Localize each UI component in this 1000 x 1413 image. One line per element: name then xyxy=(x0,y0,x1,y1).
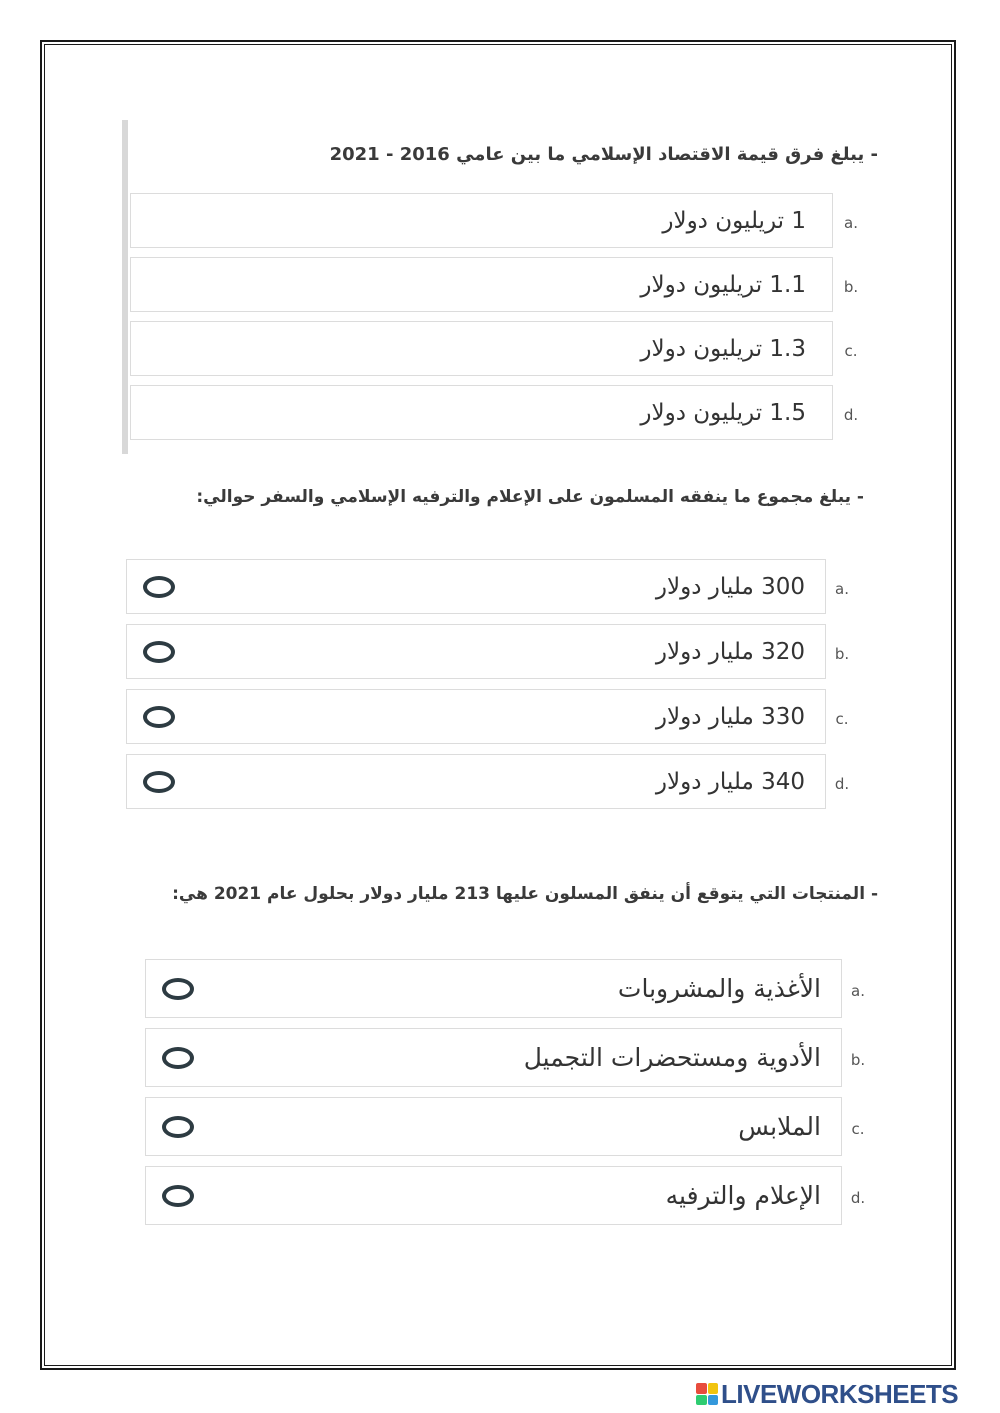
option-label: 1.1 تريليون دولار xyxy=(640,271,806,298)
option-label: الإعلام والترفيه xyxy=(665,1181,821,1210)
option-letter: d. xyxy=(834,774,850,793)
brand-square xyxy=(708,1383,719,1394)
option-letter: a. xyxy=(844,213,858,232)
option-letter: c. xyxy=(835,709,849,728)
option-letter: a. xyxy=(851,981,865,1000)
brand-square xyxy=(696,1383,707,1394)
q1-option-b[interactable] xyxy=(130,257,833,312)
radio-button-icon[interactable] xyxy=(162,1185,194,1207)
option-label: الأدوية ومستحضرات التجميل xyxy=(523,1043,821,1072)
q3-option-c[interactable] xyxy=(145,1097,842,1156)
option-label: 1.3 تريليون دولار xyxy=(640,335,806,362)
radio-button-icon[interactable] xyxy=(162,1116,194,1138)
option-label: 340 مليار دولار xyxy=(655,768,805,795)
question-3-text: - المنتجات التي يتوقع أن ينفق المسلون عليها 213 مليار دولار بحلول عام 2021 هي: xyxy=(172,884,878,904)
option-letter: a. xyxy=(835,579,849,598)
radio-button-icon[interactable] xyxy=(143,771,175,793)
brand-square xyxy=(696,1395,707,1406)
q3-option-a[interactable] xyxy=(145,959,842,1018)
brand-name: LIVEWORKSHEETS xyxy=(721,1378,959,1409)
radio-button-icon[interactable] xyxy=(162,1047,194,1069)
q1-option-a[interactable] xyxy=(130,193,833,248)
option-letter: b. xyxy=(843,277,859,296)
option-label: 330 مليار دولار xyxy=(655,703,805,730)
question-2-text: - يبلغ مجموع ما ينفقه المسلمون على الإعلام والترفيه الإسلامي والسفر حوالي: xyxy=(196,487,864,507)
radio-button-icon[interactable] xyxy=(143,641,175,663)
q2-option-c[interactable] xyxy=(126,689,826,744)
q2-option-b[interactable] xyxy=(126,624,826,679)
option-letter: b. xyxy=(850,1050,866,1069)
option-letter: c. xyxy=(844,341,858,360)
q3-option-b[interactable] xyxy=(145,1028,842,1087)
question-1-text: - يبلغ فرق قيمة الاقتصاد الإسلامي ما بين عامي 2016 - 2021 xyxy=(329,144,878,165)
q2-option-d[interactable] xyxy=(126,754,826,809)
option-label: 320 مليار دولار xyxy=(655,638,805,665)
option-label: 1 تريليون دولار xyxy=(662,207,806,234)
option-label: 300 مليار دولار xyxy=(655,573,805,600)
q3-option-d[interactable] xyxy=(145,1166,842,1225)
q1-option-c[interactable] xyxy=(130,321,833,376)
q2-option-a[interactable] xyxy=(126,559,826,614)
brand-square xyxy=(708,1395,719,1406)
option-label: 1.5 تريليون دولار xyxy=(640,399,806,426)
question-1-accent-bar xyxy=(122,120,128,454)
option-label: الملابس xyxy=(738,1112,821,1141)
q1-option-d[interactable] xyxy=(130,385,833,440)
option-letter: b. xyxy=(834,644,850,663)
option-label: الأغذية والمشروبات xyxy=(617,974,821,1003)
liveworksheets-logo xyxy=(696,1378,996,1410)
option-letter: c. xyxy=(851,1119,865,1138)
radio-button-icon[interactable] xyxy=(143,706,175,728)
radio-button-icon[interactable] xyxy=(162,978,194,1000)
option-letter: d. xyxy=(843,405,859,424)
option-letter: d. xyxy=(850,1188,866,1207)
radio-button-icon[interactable] xyxy=(143,576,175,598)
brand-squares-icon xyxy=(696,1383,718,1405)
